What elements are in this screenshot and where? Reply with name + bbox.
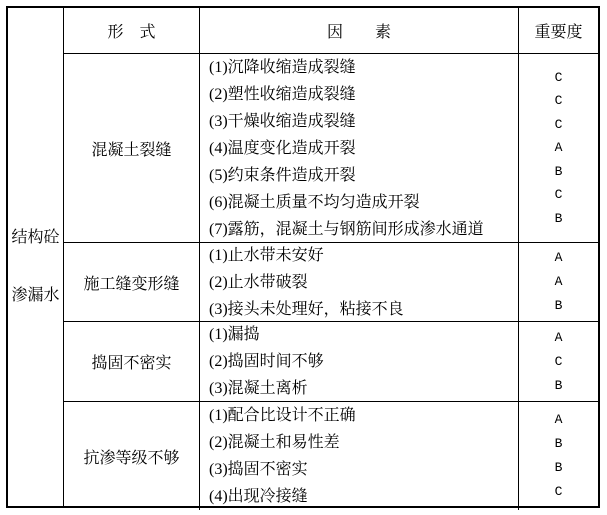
factors-cell <box>200 243 519 321</box>
form-cell: 混凝土裂缝 <box>64 54 200 242</box>
factor-item: (1)配合比设计不正确 <box>209 407 356 424</box>
factor-item: (3)捣固不密实 <box>209 461 308 478</box>
importance-value: A <box>554 274 563 289</box>
factor-item: (4)出现冷接缝 <box>209 488 308 505</box>
factor-item: (2)混凝土和易性差 <box>209 434 340 451</box>
factor-item: (2)塑性收缩造成裂缝 <box>209 85 356 103</box>
category-cell <box>8 8 64 506</box>
category-label-line: 渗漏水 <box>11 287 60 304</box>
importance-value: B <box>554 460 563 475</box>
header-form: 形 式 <box>64 8 200 53</box>
importance-value: C <box>554 93 563 109</box>
importance-value: C <box>554 116 563 132</box>
table-row <box>64 322 598 402</box>
importance-value: A <box>554 329 563 345</box>
factor-item: (7)露筋，混凝土与钢筋间形成渗水通道 <box>209 220 484 238</box>
form-cell: 捣固不密实 <box>64 322 200 401</box>
factors-cell <box>200 402 519 510</box>
form-cell: 施工缝变形缝 <box>64 243 200 321</box>
importance-value: C <box>554 187 563 203</box>
importance-value: B <box>554 210 563 226</box>
importance-cell <box>519 402 598 510</box>
importance-cell <box>519 243 598 321</box>
importance-value: B <box>554 436 563 451</box>
table-row <box>64 54 598 243</box>
table-header-row <box>64 8 598 54</box>
factor-item: (2)捣固时间不够 <box>209 353 324 370</box>
table-main <box>64 8 598 506</box>
factor-item: (6)混凝土质量不均匀造成开裂 <box>209 193 420 211</box>
table-row <box>64 243 598 322</box>
importance-cell <box>519 54 598 242</box>
factors-cell <box>200 54 519 242</box>
importance-value: B <box>554 377 563 393</box>
factors-cell <box>200 322 519 401</box>
form-cell: 抗渗等级不够 <box>64 402 200 510</box>
header-importance: 重要度 <box>534 24 583 41</box>
factor-item: (4)温度变化造成开裂 <box>209 139 356 157</box>
importance-cell <box>519 322 598 401</box>
factor-item: (3)接头未处理好，粘接不良 <box>209 300 404 318</box>
importance-value: C <box>554 353 563 369</box>
importance-value: A <box>554 140 563 156</box>
factor-item: (1)漏捣 <box>209 326 260 343</box>
importance-value: C <box>554 484 563 499</box>
importance-value: A <box>554 250 563 265</box>
factor-item: (1)止水带未安好 <box>209 246 324 264</box>
importance-value: B <box>554 298 563 313</box>
factor-item: (1)沉降收缩造成裂缝 <box>209 58 356 76</box>
factor-item: (3)混凝土离析 <box>209 380 308 397</box>
category-label-line: 结构砼 <box>11 229 60 246</box>
header-factor: 因 素 <box>200 8 519 53</box>
importance-value: A <box>554 412 563 427</box>
importance-value: B <box>554 163 563 179</box>
factor-item: (5)约束条件造成开裂 <box>209 166 356 184</box>
leakage-factors-table <box>6 6 600 508</box>
factor-item: (2)止水带破裂 <box>209 273 308 291</box>
table-row <box>64 402 598 510</box>
factor-item: (3)干燥收缩造成裂缝 <box>209 112 356 130</box>
importance-value: C <box>554 69 563 85</box>
